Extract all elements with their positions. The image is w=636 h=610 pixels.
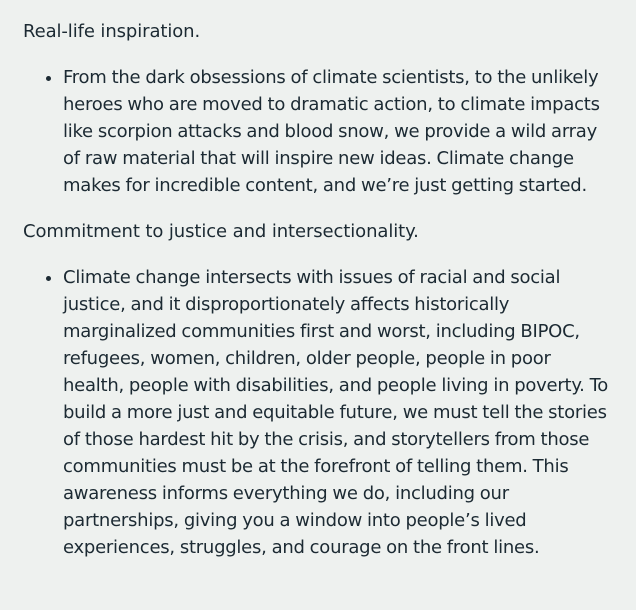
section-heading-inspiration: Real-life inspiration. <box>23 21 201 42</box>
bullet-icon <box>46 276 51 281</box>
list-item-text: From the dark obsessions of climate scientists, to the unlikely heroes who are moved to dramatic action, to climate impacts like scorpion attacks and blood snow, we provide a wild array of raw material that will inspire new ideas. Climate change makes for incredible content, and we’re just getting started. <box>63 67 600 196</box>
bullet-icon <box>46 76 51 81</box>
bullet-list-justice <box>23 264 615 561</box>
list-item-text: Climate change intersects with issues of racial and social justice, and it disproportionately affects historically marginalized communities first and worst, including BIPOC, refugees, women, children, older people, people in poor health, people with disabilities, and people living in poverty. To build a more just and equitable future, we must tell the stories of those hardest hit by the crisis, and storytellers from those communities must be at the forefront of telling them. This awareness informs everything we do, including our partnerships, giving you a window into people’s lived experiences, struggles, and courage on the front lines. <box>63 267 609 558</box>
list-item <box>63 264 615 561</box>
list-item <box>63 64 615 199</box>
bullet-list-inspiration <box>23 64 615 199</box>
section-heading-justice: Commitment to justice and intersectionality. <box>23 221 419 242</box>
